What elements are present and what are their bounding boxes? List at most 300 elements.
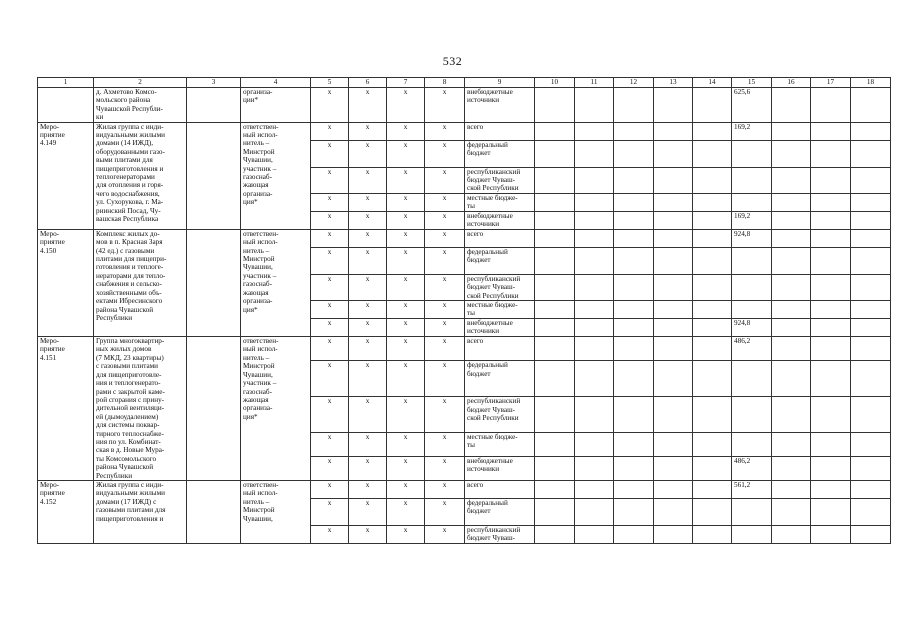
text-line: приятие <box>40 489 65 498</box>
empty-cell <box>693 167 732 193</box>
source-cell <box>465 498 535 525</box>
empty-cell <box>654 274 693 300</box>
value-cell: 561,2 <box>732 480 772 498</box>
column-number: 12 <box>614 78 654 88</box>
mark-cell: x <box>387 319 425 337</box>
column-number: 13 <box>654 78 693 88</box>
mark-cell: x <box>425 432 465 456</box>
source-cell <box>465 432 535 456</box>
text-line: готовления и теплоге- <box>96 263 164 272</box>
column-number: 9 <box>465 78 535 88</box>
source-cell <box>465 361 535 397</box>
text-line: газовыми плитами для <box>96 506 166 515</box>
mark-cell: x <box>425 397 465 432</box>
mark-cell: x <box>311 498 349 525</box>
empty-cell <box>772 319 811 337</box>
mark-cell: x <box>311 397 349 432</box>
mark-cell: x <box>311 301 349 319</box>
text-line: газоснаб- <box>243 280 272 289</box>
empty-cell <box>772 498 811 525</box>
text-line: видуальными жилыми <box>96 489 166 498</box>
text-line: организа- <box>243 297 273 306</box>
mark-cell: x <box>387 525 425 543</box>
empty-cell <box>693 301 732 319</box>
empty-cell <box>614 229 654 247</box>
mark-cell: x <box>387 88 425 123</box>
empty-cell <box>851 456 891 480</box>
text-line: нитель – <box>243 353 270 362</box>
empty-cell <box>693 432 732 456</box>
column-number: 17 <box>811 78 851 88</box>
empty-cell <box>575 140 614 167</box>
empty-cell <box>535 498 575 525</box>
empty-cell <box>772 211 811 229</box>
activity-label <box>38 480 94 543</box>
mark-cell: x <box>311 140 349 167</box>
empty-cell <box>851 301 891 319</box>
mark-cell: x <box>349 211 387 229</box>
mark-cell: x <box>311 432 349 456</box>
empty-cell <box>693 361 732 397</box>
empty-cell <box>575 88 614 123</box>
column-number: 8 <box>425 78 465 88</box>
empty-cell <box>772 456 811 480</box>
mark-cell: x <box>349 301 387 319</box>
empty-cell <box>614 247 654 274</box>
empty-cell <box>693 397 732 432</box>
text-line: всего <box>467 229 484 238</box>
text-line: внебюджетные <box>467 456 513 465</box>
empty-cell <box>772 247 811 274</box>
mark-cell: x <box>311 229 349 247</box>
mark-cell: x <box>311 456 349 480</box>
mark-cell: x <box>425 498 465 525</box>
text-line: мов в п. Красная Заря <box>96 238 163 247</box>
text-line: республиканский <box>467 274 521 283</box>
column-number: 3 <box>187 78 241 88</box>
source-cell <box>465 167 535 193</box>
text-line: федеральный <box>467 361 508 370</box>
empty-cell <box>614 456 654 480</box>
empty-cell <box>575 337 614 361</box>
empty-cell <box>654 432 693 456</box>
table-row <box>38 88 891 123</box>
text-line: ция* <box>243 412 258 421</box>
mark-cell: x <box>311 525 349 543</box>
empty-cell <box>575 319 614 337</box>
empty-cell <box>654 319 693 337</box>
mark-cell: x <box>425 337 465 361</box>
text-line: ул. Сухорукова, г. Ма- <box>96 198 164 207</box>
empty-cell <box>187 122 241 229</box>
mark-cell: x <box>349 480 387 498</box>
empty-cell <box>654 167 693 193</box>
mark-cell: x <box>349 122 387 140</box>
text-line: (42 ед.) с газовыми <box>96 246 155 255</box>
value-cell <box>732 525 772 543</box>
mark-cell: x <box>349 167 387 193</box>
empty-cell <box>654 247 693 274</box>
text-line: ской Республики <box>467 184 519 193</box>
empty-cell <box>575 247 614 274</box>
text-line: участник – <box>243 379 277 388</box>
empty-cell <box>693 88 732 123</box>
empty-cell <box>693 525 732 543</box>
text-line: ей (дымоудалением) <box>96 412 159 421</box>
executor-cell <box>241 122 311 229</box>
column-number: 4 <box>241 78 311 88</box>
empty-cell <box>535 193 575 211</box>
text-line: ской Республики <box>467 414 519 423</box>
empty-cell <box>772 122 811 140</box>
empty-cell <box>654 480 693 498</box>
empty-cell <box>535 140 575 167</box>
text-line: жающая <box>243 288 269 297</box>
column-number: 1 <box>38 78 94 88</box>
empty-cell <box>575 361 614 397</box>
empty-cell <box>851 122 891 140</box>
empty-cell <box>575 498 614 525</box>
empty-cell <box>654 301 693 319</box>
mark-cell: x <box>425 247 465 274</box>
empty-cell <box>187 337 241 481</box>
text-line: федеральный <box>467 498 508 507</box>
mark-cell: x <box>387 361 425 397</box>
mark-cell: x <box>387 140 425 167</box>
text-line: внебюджетные <box>467 211 513 220</box>
column-number: 18 <box>851 78 891 88</box>
mark-cell: x <box>311 122 349 140</box>
column-number: 14 <box>693 78 732 88</box>
mark-cell: x <box>311 193 349 211</box>
text-line: федеральный <box>467 140 508 149</box>
empty-cell <box>851 337 891 361</box>
empty-cell <box>851 432 891 456</box>
text-line: (7 МКД, 23 квартиры) <box>96 353 164 362</box>
text-line: источники <box>467 96 500 105</box>
empty-cell <box>811 432 851 456</box>
empty-cell <box>851 247 891 274</box>
text-line: Республики <box>96 471 133 480</box>
table-row <box>38 337 891 361</box>
text-line: всего <box>467 480 484 489</box>
empty-cell <box>575 301 614 319</box>
empty-cell <box>187 229 241 336</box>
empty-cell <box>772 525 811 543</box>
mark-cell: x <box>349 432 387 456</box>
source-cell <box>465 525 535 543</box>
text-line: Меро- <box>40 480 60 489</box>
text-line: Жилая группа с инди- <box>96 480 164 489</box>
mark-cell: x <box>311 480 349 498</box>
column-number: 7 <box>387 78 425 88</box>
empty-cell <box>575 525 614 543</box>
empty-cell <box>535 432 575 456</box>
empty-cell <box>614 301 654 319</box>
text-line: Минстрой <box>243 362 275 371</box>
text-line: бюджет <box>467 369 491 378</box>
source-cell <box>465 397 535 432</box>
text-line: д. Ахметово Комсо- <box>96 88 157 96</box>
empty-cell <box>654 525 693 543</box>
source-cell <box>465 193 535 211</box>
empty-cell <box>772 167 811 193</box>
column-number: 16 <box>772 78 811 88</box>
text-line: федеральный <box>467 247 508 256</box>
empty-cell <box>654 229 693 247</box>
mark-cell: x <box>311 337 349 361</box>
text-line: хозяйственными объ- <box>96 288 162 297</box>
text-line: ция* <box>243 305 258 314</box>
empty-cell <box>535 337 575 361</box>
text-line: Минстрой <box>243 255 275 264</box>
text-line: ответствен- <box>243 122 279 131</box>
empty-cell <box>811 247 851 274</box>
value-cell <box>732 140 772 167</box>
value-cell <box>732 397 772 432</box>
text-line: Чувашии, <box>243 156 273 165</box>
text-line: газоснаб- <box>243 387 272 396</box>
empty-cell <box>851 274 891 300</box>
text-line: ция* <box>243 198 258 207</box>
source-cell <box>465 301 535 319</box>
mark-cell: x <box>311 167 349 193</box>
text-line: Чувашии, <box>243 370 273 379</box>
activity-label <box>38 337 94 481</box>
mark-cell: x <box>349 247 387 274</box>
text-line: плитами для пищепри- <box>96 255 167 264</box>
empty-cell <box>654 498 693 525</box>
mark-cell: x <box>425 122 465 140</box>
text-line: риинский Посад, Чу- <box>96 206 161 215</box>
empty-cell <box>772 193 811 211</box>
empty-cell <box>187 88 241 123</box>
empty-cell <box>772 140 811 167</box>
value-cell <box>732 193 772 211</box>
mark-cell: x <box>425 525 465 543</box>
empty-cell <box>851 498 891 525</box>
empty-cell <box>772 229 811 247</box>
empty-cell <box>811 301 851 319</box>
empty-cell <box>693 337 732 361</box>
empty-cell <box>654 456 693 480</box>
text-line: бюджет <box>467 507 491 516</box>
text-line: бюджет Чуваш- <box>467 176 515 185</box>
empty-cell <box>614 397 654 432</box>
text-line: источники <box>467 465 500 474</box>
empty-cell <box>535 397 575 432</box>
column-number: 11 <box>575 78 614 88</box>
mark-cell: x <box>387 456 425 480</box>
value-cell: 625,6 <box>732 88 772 123</box>
mark-cell: x <box>311 274 349 300</box>
empty-cell <box>614 361 654 397</box>
text-line: бюджет Чуваш- <box>467 283 515 292</box>
text-line: рами с закрытой каме- <box>96 387 165 396</box>
text-line: бюджет <box>467 149 491 158</box>
activity-label <box>38 122 94 229</box>
value-cell: 486,2 <box>732 456 772 480</box>
mark-cell: x <box>425 211 465 229</box>
empty-cell <box>811 140 851 167</box>
text-line: жающая <box>243 395 269 404</box>
empty-cell <box>654 140 693 167</box>
text-line: республиканский <box>467 167 521 176</box>
empty-cell <box>851 397 891 432</box>
empty-cell <box>575 193 614 211</box>
text-line: местные бюдже- <box>467 301 518 310</box>
empty-cell <box>811 480 851 498</box>
column-number: 10 <box>535 78 575 88</box>
empty-cell <box>575 167 614 193</box>
empty-cell <box>811 211 851 229</box>
text-line: ответствен- <box>243 229 279 238</box>
mark-cell: x <box>311 88 349 123</box>
mark-cell: x <box>425 140 465 167</box>
empty-cell <box>614 480 654 498</box>
text-line: дительной вентиляци- <box>96 404 165 413</box>
empty-cell <box>575 397 614 432</box>
mark-cell: x <box>311 361 349 397</box>
empty-cell <box>575 456 614 480</box>
value-cell: 486,2 <box>732 337 772 361</box>
empty-cell <box>693 498 732 525</box>
text-line: ный испол- <box>243 238 278 247</box>
empty-cell <box>575 480 614 498</box>
label-cell <box>38 88 94 123</box>
empty-cell <box>693 274 732 300</box>
text-line: местные бюдже- <box>467 193 518 202</box>
mark-cell: x <box>349 456 387 480</box>
text-line: приятие <box>40 131 65 140</box>
empty-cell <box>575 122 614 140</box>
mark-cell: x <box>311 319 349 337</box>
text-line: 4.152 <box>40 497 57 506</box>
mark-cell: x <box>349 88 387 123</box>
mark-cell: x <box>349 525 387 543</box>
empty-cell <box>535 525 575 543</box>
empty-cell <box>535 319 575 337</box>
mark-cell: x <box>425 88 465 123</box>
text-line: Комплекс жилых до- <box>96 229 160 238</box>
empty-cell <box>654 361 693 397</box>
empty-cell <box>811 498 851 525</box>
column-number: 15 <box>732 78 772 88</box>
mark-cell: x <box>387 337 425 361</box>
source-cell <box>465 140 535 167</box>
empty-cell <box>614 88 654 123</box>
text-line: ный испол- <box>243 345 278 354</box>
activity-label <box>38 229 94 336</box>
empty-cell <box>535 88 575 123</box>
text-line: участник – <box>243 164 277 173</box>
text-line: жающая <box>243 181 269 190</box>
text-line: Группа многоквартир- <box>96 337 165 346</box>
activity-name <box>94 122 187 229</box>
text-line: местные бюдже- <box>467 432 518 441</box>
text-line: выми плитами для <box>96 156 153 165</box>
mark-cell: x <box>349 140 387 167</box>
table-body <box>38 78 891 544</box>
empty-cell <box>693 229 732 247</box>
text-line: 4.149 <box>40 139 57 148</box>
source-cell <box>465 247 535 274</box>
mark-cell: x <box>311 211 349 229</box>
mark-cell: x <box>387 167 425 193</box>
source-cell <box>465 480 535 498</box>
empty-cell <box>614 498 654 525</box>
text-line: оборудованными газо- <box>96 147 165 156</box>
text-line: нераторами для тепло- <box>96 271 166 280</box>
mark-cell: x <box>425 301 465 319</box>
empty-cell <box>654 193 693 211</box>
mark-cell: x <box>387 432 425 456</box>
value-cell: 924,8 <box>732 319 772 337</box>
page-number: 532 <box>442 54 463 68</box>
mark-cell: x <box>349 337 387 361</box>
source-cell <box>465 88 535 123</box>
text-line: домами (14 ИЖД), <box>96 139 154 148</box>
text-line: района Чувашской <box>96 463 154 472</box>
empty-cell <box>851 319 891 337</box>
text-line: района Чувашской <box>96 305 154 314</box>
empty-cell <box>693 122 732 140</box>
text-line: мольского района <box>96 96 151 105</box>
empty-cell <box>614 525 654 543</box>
header-row <box>38 78 891 88</box>
executor-cell <box>241 337 311 481</box>
empty-cell <box>811 88 851 123</box>
table-row <box>38 122 891 140</box>
empty-cell <box>851 193 891 211</box>
text-line: ции* <box>243 96 259 105</box>
empty-cell <box>575 274 614 300</box>
empty-cell <box>693 193 732 211</box>
mark-cell: x <box>387 480 425 498</box>
text-line: для системы поквар- <box>96 421 160 430</box>
text-line: ный испол- <box>243 489 278 498</box>
empty-cell <box>851 211 891 229</box>
mark-cell: x <box>387 397 425 432</box>
text-line: бюджет Чуваш- <box>467 534 515 543</box>
mark-cell: x <box>387 301 425 319</box>
text-line: ская в д. Новые Мура- <box>96 446 165 455</box>
empty-cell <box>614 140 654 167</box>
empty-cell <box>811 525 851 543</box>
empty-cell <box>693 456 732 480</box>
text-line: приятие <box>40 238 65 247</box>
empty-cell <box>535 211 575 229</box>
name-cell <box>94 88 187 123</box>
text-line: Меро- <box>40 337 60 346</box>
text-line: газоснаб- <box>243 173 272 182</box>
text-line: ской Республики <box>467 291 519 300</box>
mark-cell: x <box>387 229 425 247</box>
column-number: 6 <box>349 78 387 88</box>
column-number: 5 <box>311 78 349 88</box>
empty-cell <box>811 229 851 247</box>
empty-cell <box>535 247 575 274</box>
empty-cell <box>614 274 654 300</box>
empty-cell <box>575 432 614 456</box>
empty-cell <box>187 480 241 543</box>
empty-cell <box>693 211 732 229</box>
mark-cell: x <box>425 167 465 193</box>
source-cell <box>465 229 535 247</box>
mark-cell: x <box>387 498 425 525</box>
activity-name <box>94 480 187 543</box>
text-line: Минстрой <box>243 506 275 515</box>
